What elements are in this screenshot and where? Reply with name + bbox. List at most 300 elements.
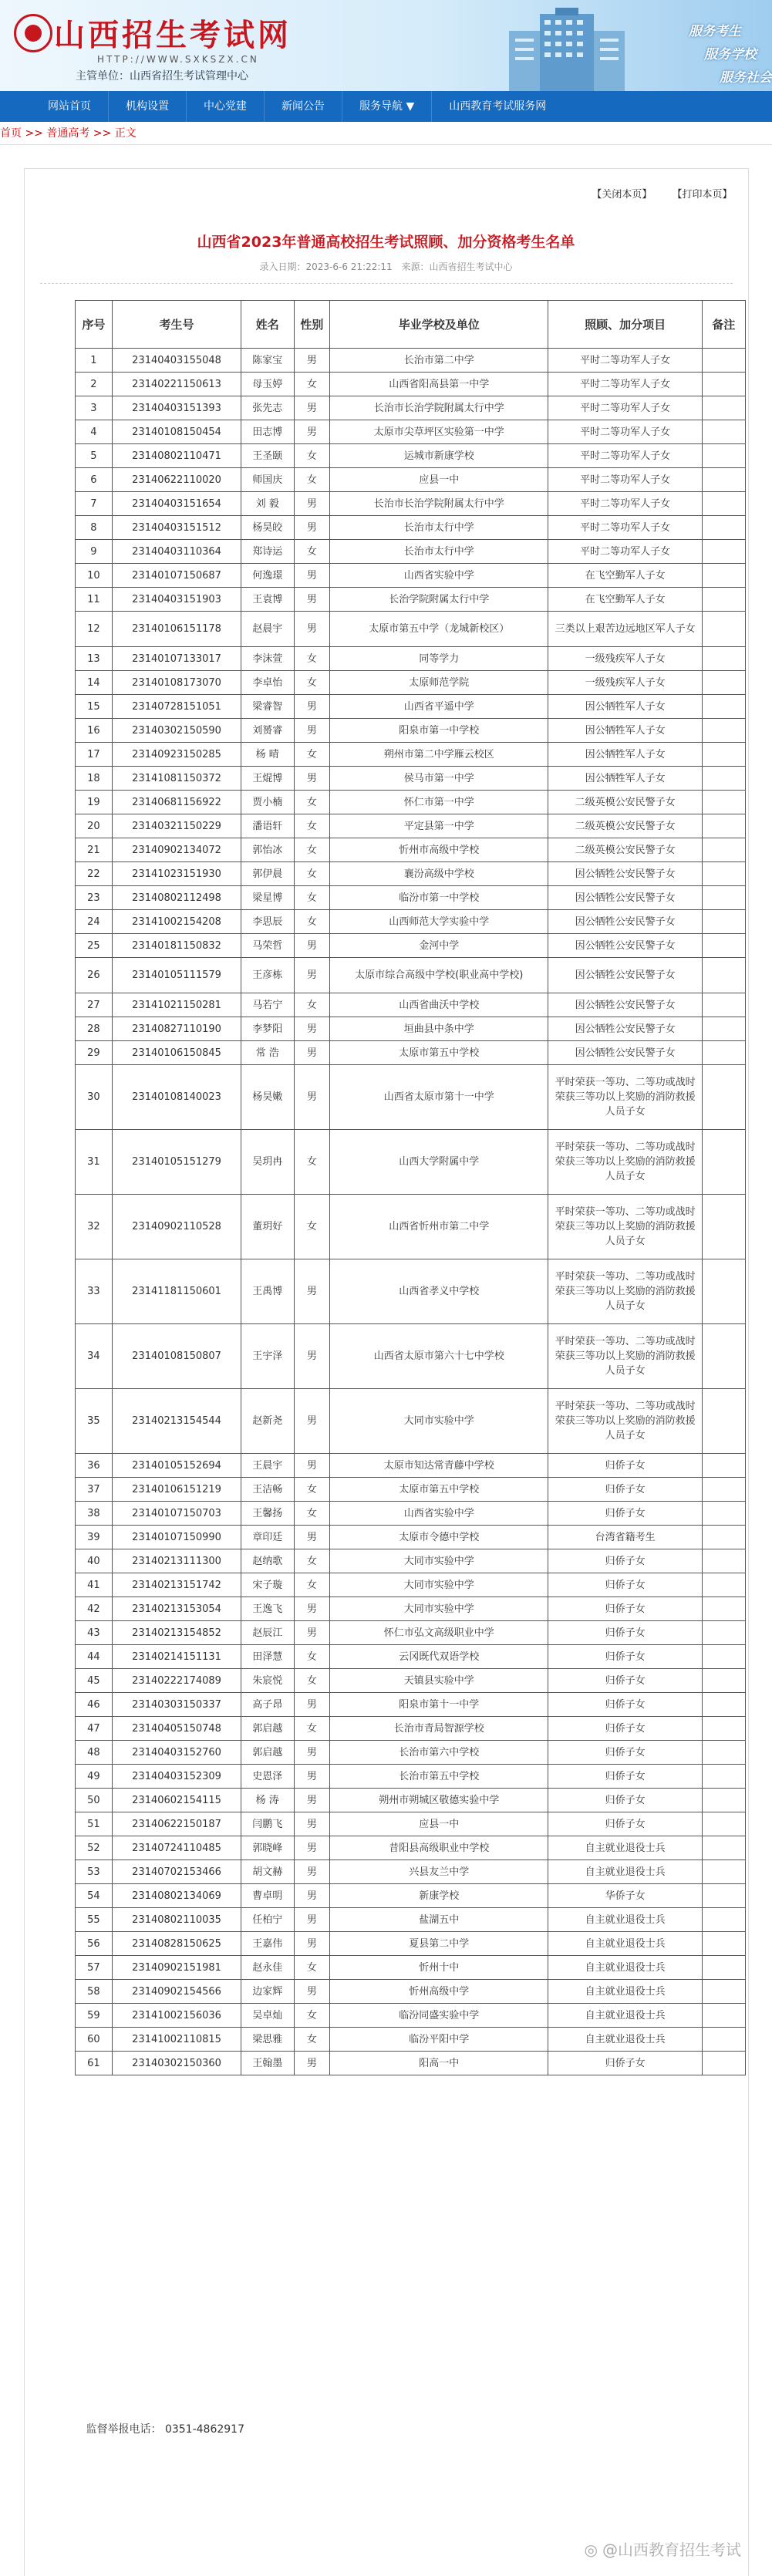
- cell-item: 因公牺牲公安民警子女: [548, 886, 703, 910]
- site-title[interactable]: 山西招生考试网: [54, 17, 292, 53]
- cell-school: 大同市实验中学: [330, 1573, 548, 1597]
- cell-note: [702, 791, 745, 814]
- cell-note: [702, 1980, 745, 2004]
- title-divider: [40, 283, 733, 284]
- cell-item: 台湾省籍考生: [548, 1526, 703, 1549]
- cell-school: 山西大学附属中学: [330, 1130, 548, 1195]
- cell-note: [702, 1065, 745, 1130]
- cell-seq: 35: [75, 1389, 113, 1454]
- cell-num: 23141021150281: [113, 993, 241, 1017]
- watermark: [580, 2537, 741, 2560]
- cell-note: [702, 934, 745, 958]
- table-row: [75, 540, 745, 564]
- cell-school: 山西省实验中学: [330, 564, 548, 588]
- cell-note: [702, 671, 745, 695]
- cell-note: [702, 1502, 745, 1526]
- cell-note: [702, 2028, 745, 2052]
- table-row: [75, 468, 745, 492]
- cell-num: 23140802110471: [113, 444, 241, 468]
- cell-gender: 男: [294, 1324, 330, 1389]
- cell-gender: 女: [294, 1645, 330, 1669]
- close-page-button[interactable]: 【关闭本页】: [592, 189, 652, 201]
- cell-name: 潘语轩: [241, 814, 294, 838]
- table-row: [75, 1836, 745, 1860]
- table-row: [75, 1621, 745, 1645]
- cell-gender: 男: [294, 588, 330, 612]
- table-row: [75, 396, 745, 420]
- table-row: [75, 814, 745, 838]
- site-header: [0, 0, 772, 91]
- cell-item: 归侨子女: [548, 1573, 703, 1597]
- cell-gender: 女: [294, 791, 330, 814]
- cell-num: 23140105152694: [113, 1454, 241, 1478]
- cell-note: [702, 2052, 745, 2075]
- cell-item: 自主就业退役士兵: [548, 1836, 703, 1860]
- cell-num: 23140213154852: [113, 1621, 241, 1645]
- cell-gender: 女: [294, 444, 330, 468]
- hotline: 监督举报电话： 0351-4862917: [86, 2423, 244, 2436]
- header-item: 照顾、加分项目: [548, 301, 703, 349]
- cell-note: [702, 1860, 745, 1884]
- cell-school: 山西省孝义中学校: [330, 1259, 548, 1324]
- header-num: 考生号: [113, 301, 241, 349]
- cell-gender: 男: [294, 492, 330, 516]
- cell-item: 平时二等功军人子女: [548, 444, 703, 468]
- cell-school: 太原市综合高级中学校(职业高中学校): [330, 958, 548, 993]
- nav-party[interactable]: 中心党建: [187, 91, 265, 122]
- table-row: [75, 743, 745, 767]
- table-row: [75, 671, 745, 695]
- cell-name: 何逸璟: [241, 564, 294, 588]
- cell-num: 23140802134069: [113, 1884, 241, 1908]
- table-row: [75, 838, 745, 862]
- cell-name: 李卓怡: [241, 671, 294, 695]
- table-row: [75, 588, 745, 612]
- cell-note: [702, 814, 745, 838]
- slogan-2: 服务学校: [704, 47, 757, 62]
- cell-name: 贾小楠: [241, 791, 294, 814]
- cell-seq: 48: [75, 1741, 113, 1765]
- cell-item: 平时二等功军人子女: [548, 373, 703, 396]
- cell-item: 归侨子女: [548, 1597, 703, 1621]
- cell-gender: 男: [294, 1789, 330, 1812]
- cell-num: 23140802110035: [113, 1908, 241, 1932]
- cell-num: 23140403155048: [113, 349, 241, 373]
- cell-gender: 女: [294, 647, 330, 671]
- cell-school: 山西省太原市第十一中学: [330, 1065, 548, 1130]
- cell-num: 23140214151131: [113, 1645, 241, 1669]
- cell-name: 李沫萱: [241, 647, 294, 671]
- cell-gender: 女: [294, 886, 330, 910]
- header-school: 毕业学校及单位: [330, 301, 548, 349]
- cell-seq: 11: [75, 588, 113, 612]
- cell-name: 师国庆: [241, 468, 294, 492]
- cell-school: 长治学院附属太行中学: [330, 588, 548, 612]
- cell-gender: 女: [294, 671, 330, 695]
- table-row: [75, 516, 745, 540]
- cell-school: 大同市实验中学: [330, 1549, 548, 1573]
- cell-seq: 27: [75, 993, 113, 1017]
- article-actions: [575, 186, 732, 201]
- article-title: 山西省2023年普通高校招生考试照顾、加分资格考生名单: [197, 234, 575, 251]
- cell-num: 23140902134072: [113, 838, 241, 862]
- cell-note: [702, 1669, 745, 1693]
- cell-name: 史恩泽: [241, 1765, 294, 1789]
- cell-school: 平定县第一中学: [330, 814, 548, 838]
- cell-item: 因公牺牲公安民警子女: [548, 862, 703, 886]
- cell-item: 华侨子女: [548, 1884, 703, 1908]
- cell-note: [702, 767, 745, 791]
- cell-seq: 26: [75, 958, 113, 993]
- cell-num: 23140108150807: [113, 1324, 241, 1389]
- table-row: [75, 349, 745, 373]
- cell-seq: 43: [75, 1621, 113, 1645]
- cell-name: 边家辉: [241, 1980, 294, 2004]
- cell-gender: 女: [294, 1502, 330, 1526]
- building-illustration: [494, 8, 640, 91]
- cell-note: [702, 695, 745, 719]
- cell-note: [702, 396, 745, 420]
- cell-num: 23140213111300: [113, 1549, 241, 1573]
- cell-seq: 25: [75, 934, 113, 958]
- table-row: [75, 420, 745, 444]
- cell-note: [702, 1130, 745, 1195]
- cell-note: [702, 1717, 745, 1741]
- cell-num: 23140403151393: [113, 396, 241, 420]
- cell-seq: 50: [75, 1789, 113, 1812]
- cell-school: 临汾平阳中学: [330, 2028, 548, 2052]
- table-row: [75, 2028, 745, 2052]
- cell-seq: 24: [75, 910, 113, 934]
- cell-seq: 55: [75, 1908, 113, 1932]
- cell-num: 23140403151512: [113, 516, 241, 540]
- cell-note: [702, 719, 745, 743]
- cell-seq: 28: [75, 1017, 113, 1041]
- cell-item: 归侨子女: [548, 1549, 703, 1573]
- cell-gender: 男: [294, 396, 330, 420]
- cell-name: 郭启越: [241, 1717, 294, 1741]
- cell-gender: 男: [294, 516, 330, 540]
- table-row: [75, 1669, 745, 1693]
- cell-gender: 男: [294, 1932, 330, 1956]
- cell-school: 长治市第二中学: [330, 349, 548, 373]
- cell-num: 23140213154544: [113, 1389, 241, 1454]
- cell-school: 忻州十中: [330, 1956, 548, 1980]
- cell-gender: 男: [294, 349, 330, 373]
- cell-note: [702, 492, 745, 516]
- cell-item: 平时荣获一等功、二等功或战时荣获三等功以上奖励的消防救援人员子女: [548, 1389, 703, 1454]
- nav-exam-service[interactable]: 山西教育考试服务网: [449, 100, 547, 113]
- cell-note: [702, 1645, 745, 1669]
- cell-seq: 44: [75, 1645, 113, 1669]
- cell-seq: 3: [75, 396, 113, 420]
- cell-item: 归侨子女: [548, 1765, 703, 1789]
- cell-note: [702, 1884, 745, 1908]
- table-row: [75, 719, 745, 743]
- table-row: [75, 1908, 745, 1932]
- cell-item: 自主就业退役士兵: [548, 1956, 703, 1980]
- cell-note: [702, 1389, 745, 1454]
- cell-item: 因公牺牲公安民警子女: [548, 1017, 703, 1041]
- cell-item: 归侨子女: [548, 1789, 703, 1812]
- cell-item: 归侨子女: [548, 1454, 703, 1478]
- cell-seq: 57: [75, 1956, 113, 1980]
- table-row: [75, 612, 745, 647]
- nav-service-guide[interactable]: 服务导航 ▼: [342, 91, 432, 122]
- table-row: [75, 1502, 745, 1526]
- cell-gender: 男: [294, 1812, 330, 1836]
- table-row: [75, 1041, 745, 1065]
- cell-gender: 男: [294, 1065, 330, 1130]
- nav-news[interactable]: 新闻公告: [265, 91, 342, 122]
- cell-school: 临汾市第一中学校: [330, 886, 548, 910]
- cell-seq: 59: [75, 2004, 113, 2028]
- header-slogans: [689, 20, 772, 89]
- cell-num: 23140622110020: [113, 468, 241, 492]
- cell-gender: 女: [294, 1573, 330, 1597]
- cell-gender: 女: [294, 993, 330, 1017]
- cell-seq: 10: [75, 564, 113, 588]
- cell-seq: 53: [75, 1860, 113, 1884]
- cell-note: [702, 468, 745, 492]
- cell-gender: 男: [294, 1693, 330, 1717]
- nav-organization[interactable]: 机构设置: [109, 91, 187, 122]
- cell-item: 平时二等功军人子女: [548, 540, 703, 564]
- cell-name: 马若宁: [241, 993, 294, 1017]
- cell-note: [702, 862, 745, 886]
- cell-school: 山西省忻州市第二中学: [330, 1195, 548, 1259]
- cell-gender: 男: [294, 1908, 330, 1932]
- cell-note: [702, 1789, 745, 1812]
- cell-item: 二级英模公安民警子女: [548, 814, 703, 838]
- cell-name: 赵新尧: [241, 1389, 294, 1454]
- cell-num: 23140107150687: [113, 564, 241, 588]
- cell-item: 一级残疾军人子女: [548, 647, 703, 671]
- header-name: 姓名: [241, 301, 294, 349]
- cell-note: [702, 1741, 745, 1765]
- cell-item: 归侨子女: [548, 1741, 703, 1765]
- cell-num: 23140602154115: [113, 1789, 241, 1812]
- cell-note: [702, 1908, 745, 1932]
- cell-note: [702, 1956, 745, 1980]
- cell-item: 因公牺牲军人子女: [548, 767, 703, 791]
- table-row: [75, 1130, 745, 1195]
- cell-item: 平时荣获一等功、二等功或战时荣获三等功以上奖励的消防救援人员子女: [548, 1195, 703, 1259]
- cell-gender: 男: [294, 1259, 330, 1324]
- cell-item: 因公牺牲军人子女: [548, 695, 703, 719]
- table-row: [75, 1573, 745, 1597]
- cell-note: [702, 743, 745, 767]
- cell-seq: 19: [75, 791, 113, 814]
- cell-gender: 女: [294, 468, 330, 492]
- cell-gender: 女: [294, 814, 330, 838]
- cell-note: [702, 838, 745, 862]
- table-body: [75, 349, 745, 2075]
- cell-num: 23141002154208: [113, 910, 241, 934]
- breadcrumb: [0, 122, 772, 145]
- table-row: [75, 1980, 745, 2004]
- cell-gender: 女: [294, 2028, 330, 2052]
- cell-seq: 23: [75, 886, 113, 910]
- cell-seq: 18: [75, 767, 113, 791]
- cell-name: 常 浩: [241, 1041, 294, 1065]
- cell-name: 郭伊晨: [241, 862, 294, 886]
- cell-num: 23140902154566: [113, 1980, 241, 2004]
- cell-note: [702, 1017, 745, 1041]
- cell-seq: 17: [75, 743, 113, 767]
- cell-seq: 51: [75, 1812, 113, 1836]
- cell-seq: 45: [75, 1669, 113, 1693]
- table-row: [75, 1789, 745, 1812]
- cell-gender: 女: [294, 1478, 330, 1502]
- cell-name: 高子昂: [241, 1693, 294, 1717]
- slogan-1: 服务考生: [689, 24, 741, 39]
- cell-num: 23140724110485: [113, 1836, 241, 1860]
- cell-gender: 男: [294, 1041, 330, 1065]
- cell-seq: 58: [75, 1980, 113, 2004]
- cell-num: 23140221150613: [113, 373, 241, 396]
- cell-item: 归侨子女: [548, 2052, 703, 2075]
- cell-item: 自主就业退役士兵: [548, 1980, 703, 2004]
- cell-num: 23141181150601: [113, 1259, 241, 1324]
- cell-seq: 49: [75, 1765, 113, 1789]
- cell-school: 太原市第五中学校: [330, 1478, 548, 1502]
- cell-gender: 男: [294, 1454, 330, 1478]
- table-row: [75, 1324, 745, 1389]
- cell-num: 23140108173070: [113, 671, 241, 695]
- cell-name: 董玥好: [241, 1195, 294, 1259]
- cell-gender: 男: [294, 1741, 330, 1765]
- cell-item: 归侨子女: [548, 1693, 703, 1717]
- cell-gender: 男: [294, 420, 330, 444]
- cell-num: 23141023151930: [113, 862, 241, 886]
- cell-name: 朱宸悦: [241, 1669, 294, 1693]
- cell-num: 23141002156036: [113, 2004, 241, 2028]
- cell-num: 23140403151654: [113, 492, 241, 516]
- table-row: [75, 1884, 745, 1908]
- cell-seq: 41: [75, 1573, 113, 1597]
- cell-item: 平时二等功军人子女: [548, 516, 703, 540]
- cell-item: 自主就业退役士兵: [548, 2004, 703, 2028]
- cell-name: 刘赟睿: [241, 719, 294, 743]
- cell-seq: 8: [75, 516, 113, 540]
- cell-name: 马荣哲: [241, 934, 294, 958]
- cell-seq: 13: [75, 647, 113, 671]
- table-row: [75, 1478, 745, 1502]
- table-row: [75, 1717, 745, 1741]
- cell-num: 23140403110364: [113, 540, 241, 564]
- cell-seq: 33: [75, 1259, 113, 1324]
- cell-school: 山西师范大学实验中学: [330, 910, 548, 934]
- cell-gender: 男: [294, 1526, 330, 1549]
- cell-num: 23140302150360: [113, 2052, 241, 2075]
- cell-gender: 女: [294, 1130, 330, 1195]
- article-date: 录入日期：2023-6-6 21:22:11: [259, 261, 393, 272]
- cell-school: 长治市第五中学校: [330, 1765, 548, 1789]
- cell-name: 曹卓明: [241, 1884, 294, 1908]
- cell-note: [702, 1932, 745, 1956]
- site-url: HTTP://WWW.SXKSZX.CN: [97, 54, 259, 65]
- cell-name: 吴玥冉: [241, 1130, 294, 1195]
- cell-seq: 1: [75, 349, 113, 373]
- cell-name: 郭怡冰: [241, 838, 294, 862]
- cell-num: 23140302150590: [113, 719, 241, 743]
- cell-gender: 男: [294, 767, 330, 791]
- cell-seq: 61: [75, 2052, 113, 2075]
- cell-school: 长治市青局智源学校: [330, 1717, 548, 1741]
- cell-item: 二级英模公安民警子女: [548, 791, 703, 814]
- cell-school: 太原市尖草坪区实验第一中学: [330, 420, 548, 444]
- table-row: [75, 910, 745, 934]
- cell-gender: 女: [294, 1956, 330, 1980]
- cell-school: 垣曲县中条中学: [330, 1017, 548, 1041]
- cell-seq: 4: [75, 420, 113, 444]
- cell-gender: 男: [294, 1597, 330, 1621]
- cell-note: [702, 993, 745, 1017]
- breadcrumb-text[interactable]: 首页 >> 普通高考 >> 正文: [0, 127, 137, 140]
- cell-school: 山西省平遥中学: [330, 695, 548, 719]
- cell-num: 23141002110815: [113, 2028, 241, 2052]
- cell-school: 兴县友兰中学: [330, 1860, 548, 1884]
- cell-name: 郭启越: [241, 1741, 294, 1765]
- candidate-table: [75, 300, 746, 2075]
- cell-name: 王馨扬: [241, 1502, 294, 1526]
- cell-note: [702, 588, 745, 612]
- cell-seq: 56: [75, 1932, 113, 1956]
- cell-num: 23140828150625: [113, 1932, 241, 1956]
- table-row: [75, 791, 745, 814]
- nav-home[interactable]: 网站首页: [31, 91, 109, 122]
- cell-num: 23140213153054: [113, 1597, 241, 1621]
- cell-school: 新康学校: [330, 1884, 548, 1908]
- cell-school: 山西省太原市第六十七中学校: [330, 1324, 548, 1389]
- cell-note: [702, 1324, 745, 1389]
- table-row: [75, 564, 745, 588]
- cell-seq: 47: [75, 1717, 113, 1741]
- cell-note: [702, 444, 745, 468]
- cell-seq: 12: [75, 612, 113, 647]
- cell-item: 归侨子女: [548, 1478, 703, 1502]
- cell-num: 23140405150748: [113, 1717, 241, 1741]
- cell-name: 杨昊嫩: [241, 1065, 294, 1130]
- cell-school: 太原市第五中学校: [330, 1041, 548, 1065]
- cell-item: 平时荣获一等功、二等功或战时荣获三等功以上奖励的消防救援人员子女: [548, 1259, 703, 1324]
- cell-gender: 男: [294, 1621, 330, 1645]
- cell-num: 23140902151981: [113, 1956, 241, 1980]
- cell-note: [702, 373, 745, 396]
- cell-note: [702, 1041, 745, 1065]
- cell-name: 王洁畅: [241, 1478, 294, 1502]
- cell-item: 三类以上艰苦边远地区军人子女: [548, 612, 703, 647]
- cell-note: [702, 349, 745, 373]
- cell-name: 刘 毅: [241, 492, 294, 516]
- cell-name: 王焜博: [241, 767, 294, 791]
- cell-school: 怀仁市第一中学: [330, 791, 548, 814]
- cell-gender: 男: [294, 934, 330, 958]
- cell-num: 23140923150285: [113, 743, 241, 767]
- cell-note: [702, 1812, 745, 1836]
- cell-seq: 52: [75, 1836, 113, 1860]
- cell-school: 长治市太行中学: [330, 516, 548, 540]
- cell-school: 应县一中: [330, 468, 548, 492]
- cell-school: 太原市知达常青藤中学校: [330, 1454, 548, 1478]
- cell-school: 运城市新康学校: [330, 444, 548, 468]
- print-page-button[interactable]: 【打印本页】: [672, 189, 733, 201]
- header-gender: 性别: [294, 301, 330, 349]
- cell-item: 归侨子女: [548, 1502, 703, 1526]
- cell-note: [702, 1259, 745, 1324]
- cell-seq: 32: [75, 1195, 113, 1259]
